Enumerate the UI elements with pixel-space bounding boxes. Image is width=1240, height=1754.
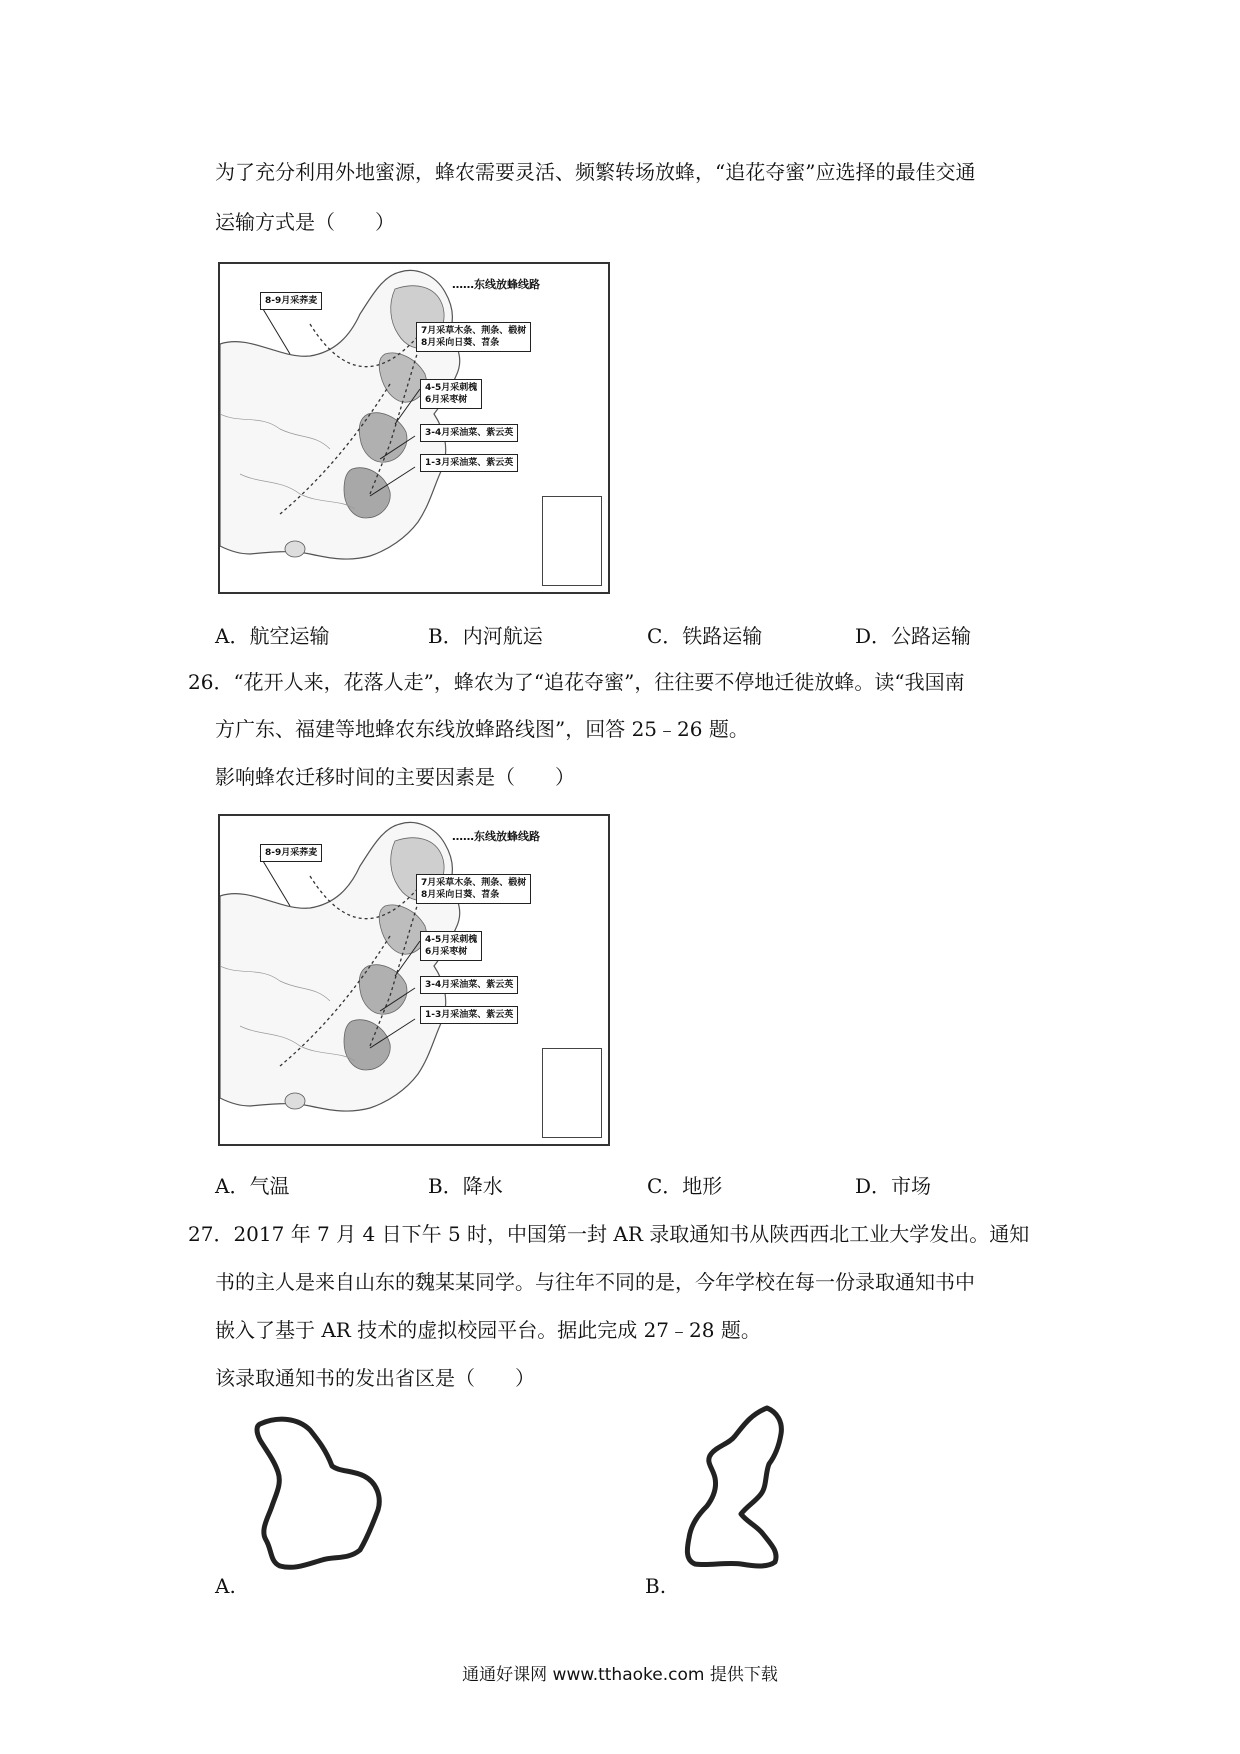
map2-callout-jun-text: 6月采枣树 [425, 947, 468, 957]
bee-route-map-2 [218, 814, 610, 1146]
bee-route-map-1 [218, 262, 610, 594]
map2-callout-mar-apr: 3-4月采油菜、紫云英 [420, 976, 518, 994]
q25-option-b[interactable]: B．内河航运 [428, 624, 543, 648]
callout-apr-text: 4-5月采刺槐 [425, 383, 478, 393]
q26-stem-line2: 方广东、福建等地蜂农东线放蜂路线图”，回答 25﹣26 题。 [215, 717, 749, 741]
callout-jun-text: 6月采枣树 [425, 395, 468, 405]
map2-legend: ……东线放蜂线路 [452, 830, 540, 843]
map2-callout-jul-text: 7月采草木条、荆条、椴树 [421, 878, 527, 888]
map2-callout-jul-aug [416, 874, 531, 904]
south-china-sea-inset [542, 496, 602, 586]
callout-jan-mar: 1-3月采油菜、紫云英 [420, 454, 518, 472]
map2-callout-apr-text: 4-5月采刺槐 [425, 935, 478, 945]
province-shape-a [248, 1410, 396, 1578]
map2-callout-aug-sep: 8-9月采荞麦 [260, 844, 322, 862]
callout-aug-text: 8月采向日葵、苕条 [421, 338, 500, 348]
q27-stem-line4: 该录取通知书的发出省区是（ ） [215, 1366, 535, 1390]
map2-south-china-sea-inset [542, 1048, 602, 1138]
q25-stem-line2: 运输方式是（ ） [215, 210, 395, 234]
callout-mar-apr: 3-4月采油菜、紫云英 [420, 424, 518, 442]
q25-option-d[interactable]: D．公路运输 [855, 624, 972, 648]
map2-callout-aug-text: 8月采向日葵、苕条 [421, 890, 500, 900]
q27-stem-line1: 27．2017 年 7 月 4 日下午 5 时，中国第一封 AR 录取通知书从陕西西北工业大学发出。通知 [188, 1222, 1030, 1246]
q27-option-b[interactable]: B. [645, 1574, 667, 1598]
q27-option-a[interactable]: A. [215, 1574, 236, 1598]
q26-option-b[interactable]: B．降水 [428, 1174, 503, 1198]
q27-stem-line2: 书的主人是来自山东的魏某某同学。与往年不同的是，今年学校在每一份录取通知书中 [215, 1270, 975, 1294]
province-shape-b [675, 1398, 815, 1578]
q26-option-a[interactable]: A．气温 [215, 1174, 290, 1198]
q25-option-a[interactable]: A．航空运输 [215, 624, 330, 648]
q26-stem-line1: 26．“花开人来，花落人走”，蜂农为了“追花夺蜜”，往往要不停地迁徙放蜂。读“我国南 [188, 670, 965, 694]
q25-option-c[interactable]: C．铁路运输 [647, 624, 763, 648]
page-footer: 通通好课网 www.tthaoke.com 提供下载 [462, 1665, 778, 1685]
q27-stem-line3: 嵌入了基于 AR 技术的虚拟校园平台。据此完成 27﹣28 题。 [215, 1318, 761, 1342]
q26-stem-line3: 影响蜂农迁移时间的主要因素是（ ） [215, 765, 575, 789]
q25-stem-line1: 为了充分利用外地蜜源，蜂农需要灵活、频繁转场放蜂，“追花夺蜜”应选择的最佳交通 [215, 160, 976, 184]
q26-option-d[interactable]: D．市场 [855, 1174, 932, 1198]
callout-jul-text: 7月采草木条、荆条、椴树 [421, 326, 527, 336]
callout-aug-sep: 8-9月采荞麦 [260, 292, 322, 310]
map2-callout-apr-jun [420, 931, 482, 961]
callout-apr-jun [420, 379, 482, 409]
map-legend: ……东线放蜂线路 [452, 278, 540, 291]
q26-option-c[interactable]: C．地形 [647, 1174, 723, 1198]
map2-callout-jan-mar: 1-3月采油菜、紫云英 [420, 1006, 518, 1024]
callout-jul-aug [416, 322, 531, 352]
